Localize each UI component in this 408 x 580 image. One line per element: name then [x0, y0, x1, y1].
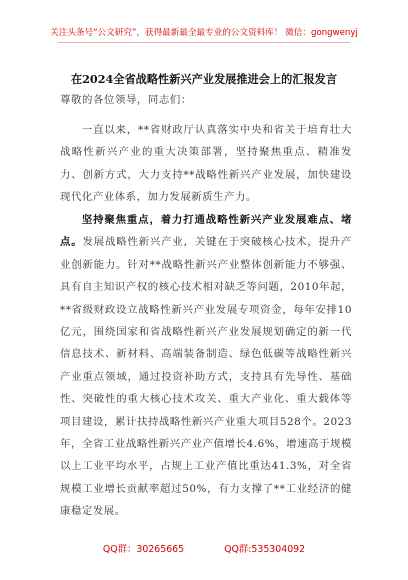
footer-qq-group-1: QQ群：30265665	[102, 544, 185, 555]
header-divider	[58, 42, 350, 43]
paragraph-focus-body: 发展战略性新兴产业，关键在于突破核心技术，提升产业创新能力。针对**战略性新兴产业整体创新能力不够强、具有自主知识产权的核心技术相对缺乏等问题，2010年起，**省级财政设立战略性新兴产业发展专项资金，每年安排10亿元，围绕国家和省战略性新兴产业发展规划确定的新一代信息技术、新材料、高端装备制造、绿色低碳等战略性新兴产业重点领域，通过投资补助方式，支持具有先导性、基础性、突破性的重大核心技术攻关、重大产业化、重大载体等项目建设，累计扶持战略性新兴产业重大项目528个。2023年，全省工业战略性新兴产业产值增长4.6%，增速高于规模以上工业平均水平，占规上工业产值比重达41.3%，对全省规模工业增长贡献率超过50%，有力支撑了**工业经济的健康稳定发展。	[60, 236, 352, 518]
footer-qq-group-2: QQ群:535304092	[224, 544, 306, 555]
paragraph-focus-text	[60, 209, 352, 523]
header-banner: 关注头条号“公文研究”，获得最新最全最专业的公文资料库！ 微信：gongwenyj	[50, 28, 358, 38]
salutation: 尊敬的各位领导，同志们：	[60, 94, 192, 106]
paragraph-intro-text: 一直以来，**省财政厅认真落实中央和省关于培育壮大战略性新兴产业的重大决策部署，坚持聚焦重点、精准发力、创新方式，大力支持**战略性新兴产业发展，加快建设现代化产业体系，加力发展新质生产力。	[60, 124, 352, 204]
paragraph-intro	[60, 119, 352, 209]
paragraph-focus	[60, 209, 352, 523]
footer	[0, 541, 408, 555]
paragraph-focus-heading: 坚持聚焦重点，着力打通战略性新兴产业发展难点、堵点。	[60, 214, 352, 249]
document-title: 在2024全省战略性新兴产业发展推进会上的汇报发言	[70, 72, 338, 86]
